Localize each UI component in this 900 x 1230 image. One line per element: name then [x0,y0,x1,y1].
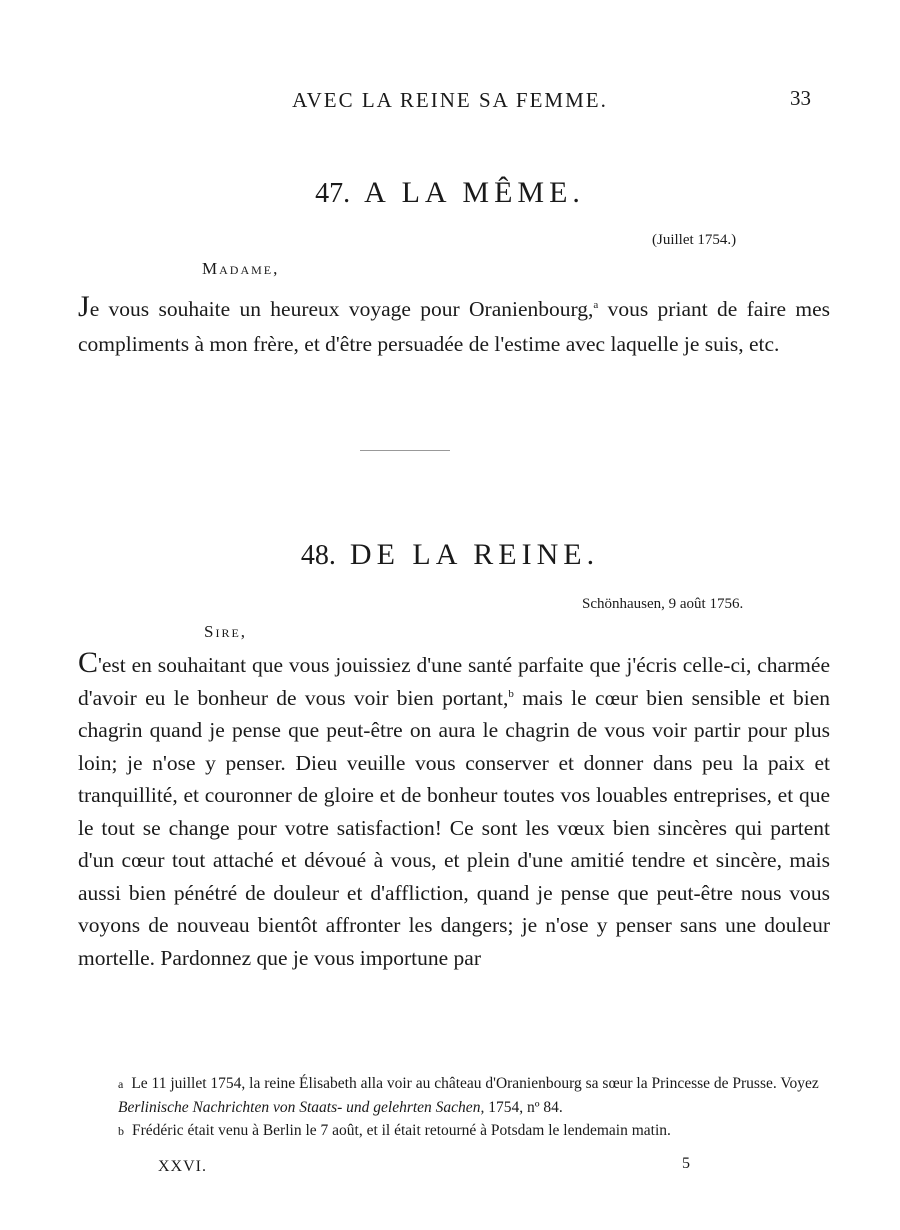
letter-47-salutation: Madame, [202,259,280,278]
footnote-mark: b [118,1124,124,1138]
letter-title: A LA MÊME. [364,176,585,209]
letter-48-date: Schönhausen, 9 août 1756. [582,596,744,612]
body-text: mais le cœur bien sensible et bien chagrin quand je pense que peut-être on aura le chagrin de vous voir partir pour plus loin; je n'ose y penser. Dieu veuille vous conserver et donner dans peu la paix et tranquillité, et couronner de gloire et de bonheur toutes vos louables entreprises, et que le tout se change pour votre satisfaction! Ce sont les vœux bien sincères qui partent d'un cœur tout attaché et dévoué à vous, et plein d'une amitié tendre et sincère, mais aussi bien pénétré de douleur et d'affliction, quand je pense que peut-être nous vous voyons de nouveau bientôt affronter les dangers; je n'ose y penser sans une douleur mortelle. Pardonnez que je vous importune par [78,685,830,970]
footnote-a [118,1072,838,1119]
letter-title: DE LA REINE. [349,538,600,571]
footnote-ref: b [508,687,514,700]
body-text: e vous souhaite un heureux voyage pour Oranienbourg, [89,297,594,321]
letter-48-body [78,648,830,974]
running-head: AVEC LA REINE SA FEMME. [292,88,608,112]
footnote-mark: a [118,1077,124,1091]
footnote-italic-title: Berlinische Nachrichten von Staats- und gelehrten Sachen, [118,1099,485,1116]
signature-mark: XXVI. [158,1158,207,1175]
sheet-number: 5 [682,1155,690,1172]
letter-number: 48. [300,540,336,571]
body-text: vous priant de faire mes compliments à mon frère, et d'être persuadée de l'estime avec laquelle je suis, etc. [78,297,830,356]
footnote-text-end: 1754, nº 84. [484,1099,563,1116]
letter-47-body [78,292,830,362]
section-divider [360,450,450,451]
letter-number: 47. [315,178,351,209]
footnote-b [118,1119,838,1143]
footnote-text: Frédéric était venu à Berlin le 7 août, et il était retourné à Potsdam le lendemain matin. [132,1122,671,1139]
drop-cap: J [78,290,90,323]
letter-47-date: (Juillet 1754.) [652,232,737,248]
footnote-ref: a [593,298,599,311]
letter-48-salutation: Sire, [204,622,248,641]
drop-cap: C [78,646,99,679]
footnote-text: Le 11 juillet 1754, la reine Élisabeth alla voir au château d'Oranienbourg sa sœur la Princesse de Prusse. Voyez [131,1075,819,1092]
page-number: 33 [790,86,811,110]
footnotes [118,1072,838,1143]
body-text: 'est en souhaitant que vous jouissiez d'une santé parfaite que j'écris celle-ci, charmée d'avoir eu le bonheur de vous voir bien portant, [78,653,830,710]
letter-47-heading [0,176,900,210]
letter-48-heading [0,538,900,572]
